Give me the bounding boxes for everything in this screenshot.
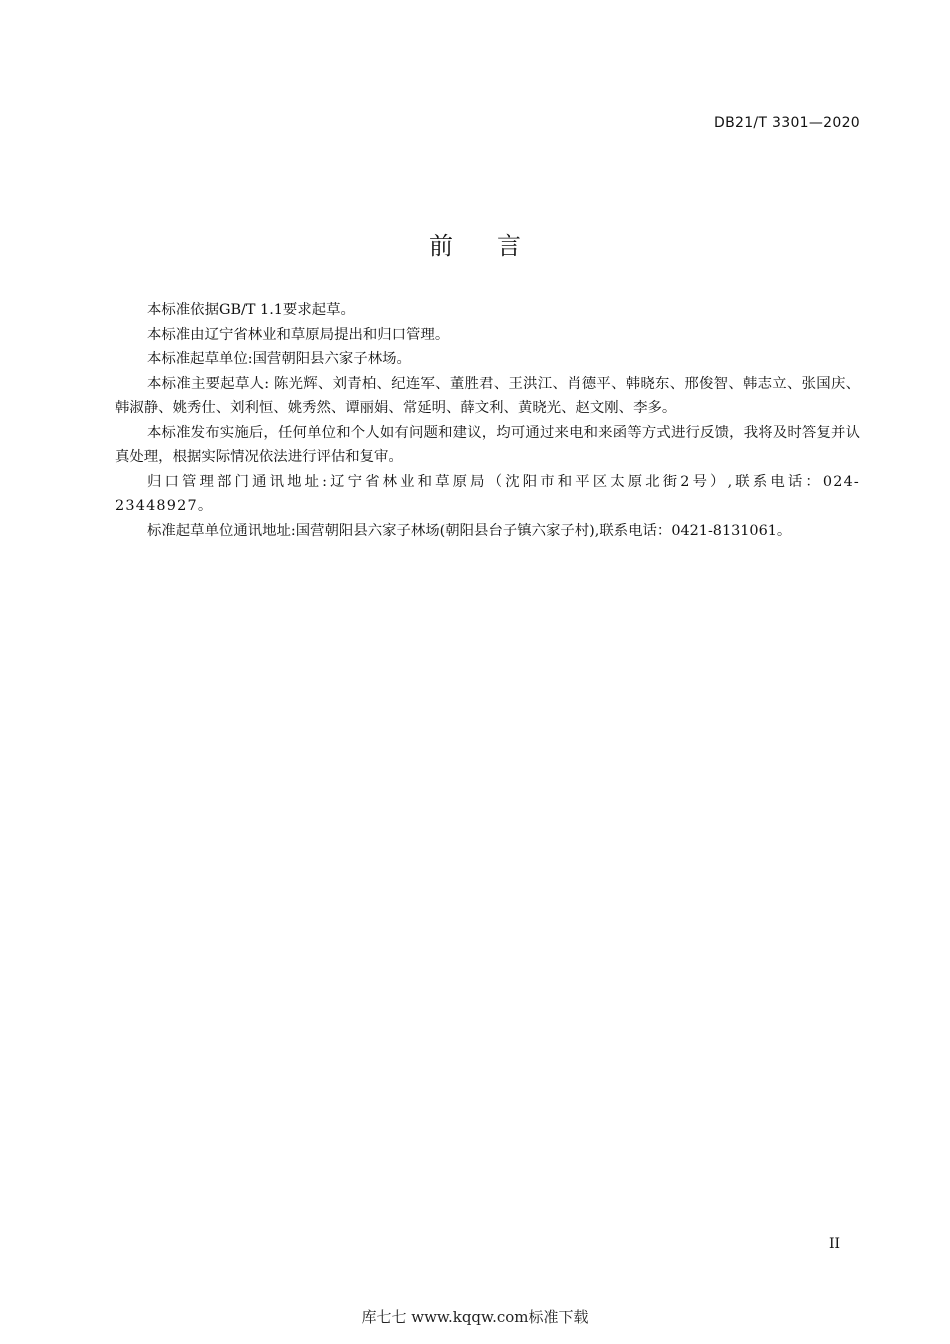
foreword-body	[115, 298, 860, 543]
page-number: II	[828, 1236, 840, 1252]
paragraph-drafters: 本标准主要起草人: 陈光辉、刘青柏、纪连军、董胜君、王洪江、肖德平、韩晓东、邢俊智、韩志立、张国庆、韩淑静、姚秀仕、刘利恒、姚秀然、谭丽娟、常延明、薛文利、黄晓光、赵文刚、李多。	[115, 375, 860, 416]
paragraph-feedback: 本标准发布实施后，任何单位和个人如有问题和建议，均可通过来电和来函等方式进行反馈，我将及时答复并认真处理，根据实际情况依法进行评估和复审。	[115, 424, 860, 465]
paragraph-proposer: 本标准由辽宁省林业和草原局提出和归口管理。	[147, 326, 450, 343]
watermark-text: 库七七 www.kqqw.com标准下载	[361, 1308, 589, 1326]
page-title: 前言	[429, 232, 565, 261]
document-code: DB21/T 3301—2020	[714, 115, 860, 131]
paragraph-drafting-unit: 本标准起草单位:国营朝阳县六家子林场。	[147, 351, 411, 367]
paragraph-drafting-basis: 本标准依据GB/T 1.1要求起草。	[147, 302, 355, 318]
paragraph-drafter-address: 标准起草单位通讯地址:国营朝阳县六家子林场(朝阳县台子镇六家子村),联系电话：0421-8131061。	[147, 522, 792, 539]
paragraph-admin-address: 归口管理部门通讯地址:辽宁省林业和草原局（沈阳市和平区太原北街2号）,联系电话：024-23448927。	[115, 473, 860, 514]
